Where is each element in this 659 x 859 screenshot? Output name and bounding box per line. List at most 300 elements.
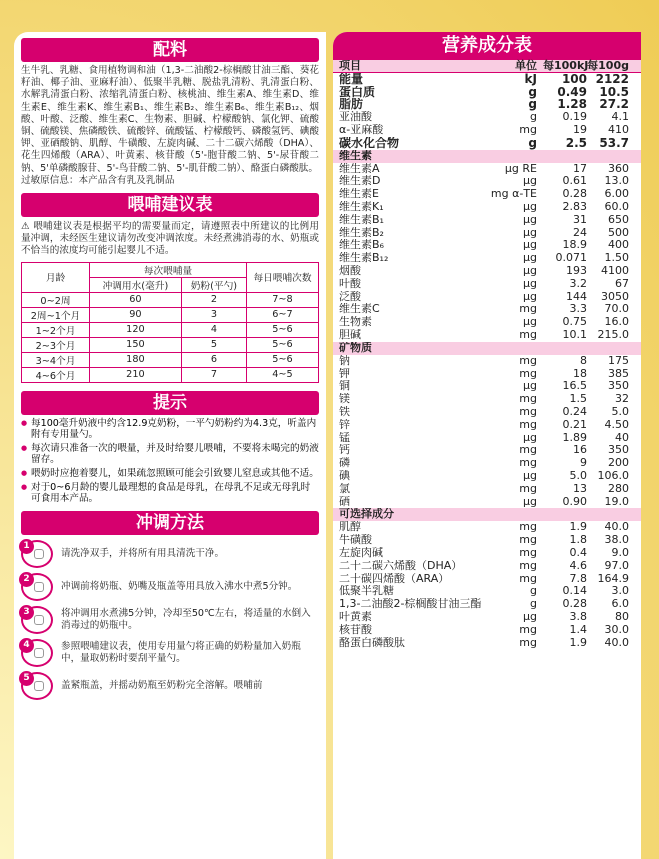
nutrient-per-kj: 0.24 [562, 404, 587, 418]
nutrient-per-g: 80 [615, 609, 629, 623]
nutrient-per-g: 6.0 [611, 597, 629, 611]
nutrient-name: 氯 [339, 482, 350, 495]
nutrient-per-g: 5.0 [611, 404, 629, 418]
nutrition-row [333, 137, 641, 150]
header-item: 项目 [339, 60, 361, 72]
nutrient-name: 矿物质 [339, 341, 372, 354]
nutrition-row [333, 470, 641, 483]
step-icon [21, 606, 53, 634]
nutrient-per-g: 40 [615, 430, 629, 444]
nutrient-name: 烟酸 [339, 265, 361, 277]
feeding-table [21, 262, 319, 383]
nutrient-name: 钾 [339, 367, 350, 380]
nutrient-per-g: 385 [608, 366, 629, 380]
nutrient-unit: mg [519, 456, 537, 470]
feeding-row [22, 337, 319, 352]
nutrition-row [333, 111, 641, 124]
nutrient-per-g: 4100 [601, 264, 629, 277]
nutrient-name: 锌 [339, 418, 350, 431]
col-powder: 奶粉(平勺) [181, 277, 246, 292]
feeding-cell-powder: 5 [181, 337, 246, 352]
nutrient-name: 维生素B₁₂ [339, 252, 389, 265]
nutrient-per-kj: 0.21 [562, 417, 587, 431]
feeding-cell-times: 4~5 [247, 367, 319, 382]
step-illustration-icon [34, 615, 44, 625]
nutrition-row [333, 406, 641, 419]
feeding-cell-times: 7~8 [247, 292, 319, 307]
nutrient-name: 磷 [339, 457, 350, 470]
nutrient-per-kj: 2.5 [565, 135, 587, 150]
nutrition-row [333, 585, 641, 598]
nutrient-name: 维生素B₆ [339, 239, 384, 252]
nutrient-name: 钠 [339, 354, 350, 367]
nutrition-row [333, 163, 641, 176]
feeding-row [22, 322, 319, 337]
nutrient-unit: μg [523, 379, 537, 393]
feeding-cell-water: 90 [90, 307, 182, 322]
nutrient-unit: mg [519, 571, 537, 585]
nutrient-per-g: 19.0 [604, 494, 629, 508]
tips-title: 提示 [21, 391, 319, 415]
nutrition-section-header [333, 150, 641, 163]
nutrient-per-kj [543, 342, 587, 355]
nutrient-per-kj: 1.4 [569, 622, 587, 636]
nutrient-per-g: 4.50 [604, 417, 629, 431]
step-text: 冲调前将奶瓶、奶嘴及瓶盖等用具放入沸水中煮5分钟。 [61, 581, 298, 592]
nutrition-row [333, 355, 641, 368]
nutrition-row [333, 624, 641, 637]
nutrient-unit: mg [519, 353, 537, 367]
feeding-cell-powder: 2 [181, 292, 246, 307]
nutrient-per-g: 4.1 [611, 110, 629, 124]
nutrient-per-g: 350 [608, 443, 629, 457]
nutrient-unit: μg [523, 251, 537, 265]
nutrient-per-kj: 1.9 [569, 635, 587, 649]
nutrient-unit: mg [519, 558, 537, 572]
nutrient-unit: μg [523, 609, 537, 623]
nutrition-row [333, 278, 641, 291]
nutrition-row [333, 432, 641, 445]
nutrient-name: 生物素 [339, 316, 372, 329]
nutrient-per-kj: 0.90 [562, 494, 587, 508]
step-number: 2 [19, 572, 34, 587]
nutrition-row [333, 611, 641, 624]
nutrition-row [333, 265, 641, 278]
nutrient-per-g: 106.0 [597, 469, 629, 482]
nutrition-row [333, 86, 641, 99]
nutrient-per-g: 30.0 [604, 622, 629, 636]
nutrient-per-kj: 17 [573, 161, 587, 175]
nutrient-per-kj: 0.49 [557, 84, 587, 99]
nutrient-per-kj: 0.14 [562, 584, 587, 598]
prep-step [21, 672, 319, 700]
step-text: 请洗净双手，并将所有用具清洗干净。 [61, 548, 225, 559]
nutrient-name: 肌醇 [339, 521, 361, 534]
nutrient-per-kj: 193 [566, 264, 587, 277]
nutrient-per-kj: 13 [573, 481, 587, 495]
nutrition-row [333, 419, 641, 432]
nutrient-unit: mg [519, 443, 537, 457]
nutrient-unit: μg [523, 276, 537, 290]
nutrition-row [333, 124, 641, 137]
nutrition-row [333, 598, 641, 611]
nutrient-per-g: 10.5 [599, 84, 629, 99]
nutrient-per-g: 3.0 [611, 584, 629, 598]
nutrition-title: 营养成分表 [333, 32, 641, 60]
nutrient-unit: mg [519, 392, 537, 406]
prep-step [21, 540, 319, 568]
nutrient-per-kj: 10.1 [562, 328, 587, 342]
nutrient-unit: g [528, 97, 537, 112]
nutrient-unit [483, 342, 543, 355]
feeding-cell-powder: 4 [181, 322, 246, 337]
nutrition-row [333, 252, 641, 265]
tips-list [21, 418, 319, 505]
feeding-cell-times: 6~7 [247, 307, 319, 322]
feeding-cell-powder: 3 [181, 307, 246, 322]
feeding-row [22, 367, 319, 382]
feeding-cell-water: 60 [90, 292, 182, 307]
nutrition-row [333, 573, 641, 586]
nutrition-row [333, 291, 641, 304]
nutrient-per-g: 1.50 [604, 251, 629, 265]
nutrient-per-kj: 18 [573, 366, 587, 380]
nutrient-unit: μg [523, 225, 537, 239]
nutrient-unit: μg [523, 238, 537, 252]
feeding-row [22, 307, 319, 322]
nutrient-per-kj: 144 [566, 289, 587, 303]
nutrient-name: 二十碳四烯酸（ARA） [339, 572, 450, 585]
nutrient-per-kj: 1.28 [557, 97, 587, 112]
nutrient-unit: μg [523, 289, 537, 303]
feeding-cell-age: 4~6个月 [22, 367, 90, 382]
nutrient-per-kj: 0.28 [562, 597, 587, 611]
feeding-cell-age: 2周~1个月 [22, 307, 90, 322]
nutrient-unit: μg [523, 469, 537, 482]
step-number: 4 [19, 638, 34, 653]
col-water: 冲调用水(毫升) [90, 277, 182, 292]
nutrient-unit [483, 150, 543, 163]
step-illustration-icon [34, 549, 44, 559]
nutrient-unit: mg [519, 302, 537, 316]
nutrient-name: 二十二碳六烯酸（DHA） [339, 559, 463, 572]
nutrition-row [333, 214, 641, 227]
nutrient-unit: μg [523, 315, 537, 329]
ingredients-text: 生牛乳、乳糖、食用植物调和油（1,3-二油酸2-棕榈酸甘油三酯、葵花籽油、椰子油、亚麻籽油）、低聚半乳糖、脱盐乳清粉、乳清蛋白粉、水解乳清蛋白粉、浓缩乳清蛋白粉、核桃油、维生素A、维生素D、维生素E、维生素K、维生素B₁、维生素B₂、维生素B₆、维生素B₁₂、烟酸、叶酸、泛酸、维生素C、生物素、胆碱、柠檬酸钠、氯化钾、硫酸铜、硫酸镁、焦磷酸铁、硫酸锌、硫酸锰、柠檬酸钙、磷酸氢钙、碘酸钾、亚硒酸钠、肌醇、牛磺酸、左旋肉碱、二十二碳六烯酸（DHA）、花生四烯酸（ARA）、叶黄素、核苷酸（5'-胞苷酸二钠、5'-尿苷酸二钠、5'单磷酸腺苷、5'-鸟苷酸二钠、5'-肌苷酸二钠）、酪蛋白磷酸肽。 [21, 65, 319, 174]
nutrient-per-g: 3050 [601, 289, 629, 303]
nutrient-unit: g [530, 597, 537, 611]
nutrient-per-kj: 3.2 [569, 276, 587, 290]
nutrient-name: 锰 [339, 431, 350, 444]
nutrient-per-g: 67 [615, 276, 629, 290]
nutrition-row [333, 534, 641, 547]
nutrient-name: 蛋白质 [339, 85, 376, 99]
nutrient-per-g: 40.0 [604, 635, 629, 649]
nutrition-section-header [333, 342, 641, 355]
nutrient-name: 碳水化合物 [339, 136, 400, 150]
prep-steps [21, 540, 319, 700]
nutrition-row [333, 316, 641, 329]
nutrient-name: 泛酸 [339, 290, 361, 303]
nutrient-name: 维生素B₂ [339, 226, 384, 239]
nutrient-per-kj: 0.19 [562, 110, 587, 124]
step-text: 将冲调用水煮沸5分钟，冷却至50℃左右，将适量的水倒入消毒过的奶瓶中。 [61, 608, 311, 631]
nutrient-per-kj: 0.61 [562, 174, 587, 188]
nutrient-per-g: 350 [608, 379, 629, 393]
nutrient-per-g: 97.0 [604, 558, 629, 572]
left-panel [14, 32, 326, 859]
nutrient-per-g: 215.0 [597, 328, 629, 342]
feeding-cell-age: 3~4个月 [22, 352, 90, 367]
col-times: 每日喂哺次数 [247, 262, 319, 292]
nutrient-per-g [587, 342, 635, 355]
nutrient-name: 维生素D [339, 175, 381, 188]
nutrient-name: 维生素K₁ [339, 200, 384, 213]
nutrient-unit: kJ [524, 71, 537, 86]
nutrition-row [333, 227, 641, 240]
nutrient-unit: mg [519, 404, 537, 418]
nutrition-row [333, 637, 641, 650]
nutrition-row [333, 444, 641, 457]
nutrient-unit: mg [519, 123, 537, 137]
tip-item: ● 对于0~6月龄的婴儿最理想的食品是母乳，在母乳不足或无母乳时可食用本产品。 [21, 482, 319, 505]
nutrient-per-g: 2122 [595, 71, 629, 86]
nutrition-row [333, 483, 641, 496]
nutrient-per-kj: 2.83 [562, 199, 587, 213]
nutrient-per-g: 27.2 [599, 97, 629, 112]
nutrition-row [333, 175, 641, 188]
nutrient-per-kj: 19 [573, 123, 587, 137]
nutrient-name: 维生素A [339, 162, 380, 175]
nutrient-unit: mg [519, 635, 537, 649]
nutrition-row [333, 560, 641, 573]
nutrient-per-kj: 9 [580, 456, 587, 470]
step-illustration-icon [34, 582, 44, 592]
feeding-cell-times: 5~6 [247, 352, 319, 367]
step-icon [21, 672, 53, 700]
nutrition-row [333, 188, 641, 201]
nutrient-per-g: 164.9 [597, 571, 629, 585]
nutrient-per-g: 280 [608, 481, 629, 495]
nutrient-unit: μg [523, 174, 537, 188]
feeding-cell-age: 1~2个月 [22, 322, 90, 337]
nutrient-per-kj: 1.9 [569, 520, 587, 534]
col-age: 月龄 [22, 262, 90, 292]
nutrient-per-kj: 0.28 [562, 187, 587, 201]
nutrient-per-kj: 100 [561, 71, 587, 86]
nutrient-name: 钙 [339, 444, 350, 457]
nutrient-name: 酪蛋白磷酸肽 [339, 636, 405, 649]
nutrition-rows [333, 73, 641, 650]
feeding-cell-water: 120 [90, 322, 182, 337]
nutrient-name: 铜 [339, 380, 350, 393]
nutrient-unit: mg α-TE [490, 187, 537, 201]
nutrient-per-kj: 1.5 [569, 392, 587, 406]
nutrient-unit: g [528, 84, 537, 99]
nutrient-name: 硒 [339, 495, 350, 508]
nutrient-per-kj: 16 [573, 443, 587, 457]
nutrient-unit: mg [519, 520, 537, 534]
nutrient-name: 叶酸 [339, 277, 361, 290]
nutrient-unit: μg [523, 212, 537, 226]
nutrition-row [333, 393, 641, 406]
feeding-cell-age: 0~2周 [22, 292, 90, 307]
step-illustration-icon [34, 648, 44, 658]
nutrition-row [333, 380, 641, 393]
nutrition-row [333, 368, 641, 381]
nutrient-per-kj: 1.8 [569, 533, 587, 547]
step-icon [21, 540, 53, 568]
right-panel [333, 32, 641, 859]
nutrient-unit: mg [519, 622, 537, 636]
nutrient-per-g: 16.0 [604, 315, 629, 329]
header-unit: 单位 [515, 59, 537, 72]
nutrient-name: 牛磺酸 [339, 534, 372, 547]
allergen-text: 过敏原信息：本产品含有乳及乳制品 [21, 174, 175, 186]
feeding-cell-water: 210 [90, 367, 182, 382]
nutrient-name: 铁 [339, 405, 350, 418]
nutrient-per-kj: 16.5 [562, 379, 587, 393]
nutrient-unit: g [530, 110, 537, 124]
step-icon [21, 639, 53, 667]
nutrient-per-kj: 18.9 [562, 238, 587, 252]
nutrient-name: 低聚半乳糖 [339, 585, 394, 598]
nutrient-per-g: 6.00 [604, 187, 629, 201]
step-text: 参照喂哺建议表，使用专用量勺将正确的奶粉量加入奶瓶中，量取奶粉时要刮平量勺。 [61, 641, 301, 664]
feeding-title: 喂哺建议表 [21, 193, 319, 217]
nutrient-name: 维生素B₁ [339, 213, 384, 226]
nutrient-per-g: 650 [608, 212, 629, 226]
nutrient-per-kj: 3.8 [569, 609, 587, 623]
nutrient-name: 1,3-二油酸2-棕榈酸甘油三酯 [339, 598, 482, 611]
nutrition-row [333, 496, 641, 509]
nutrient-name: 核苷酸 [339, 623, 372, 636]
nutrient-per-g: 13.0 [604, 174, 629, 188]
nutrient-name: 维生素C [339, 303, 380, 316]
nutrient-name: 维生素 [339, 149, 372, 162]
tip-item: ● 每次请只准备一次的喂量，并及时给婴儿喂哺，不要将未喝完的奶液留存。 [21, 443, 319, 466]
header-per-g: 每100g [587, 59, 629, 72]
nutrition-row [333, 73, 641, 86]
tip-item: ● 喂奶时应抱着婴儿，如果疏忽照顾可能会引致婴儿窒息或其他不适。 [21, 468, 319, 480]
nutrient-unit: μg RE [504, 161, 537, 175]
nutrition-section-header [333, 508, 641, 521]
nutrient-per-kj: 31 [573, 212, 587, 226]
nutrient-per-g: 200 [608, 456, 629, 470]
nutrient-name: 叶黄素 [339, 610, 372, 623]
nutrient-per-g: 60.0 [604, 199, 629, 213]
tip-item: ● 每100毫升奶液中约含12.9克奶粉，一平勺奶粉约为4.3克，听盖内附有专用量勺。 [21, 418, 319, 441]
prep-step [21, 639, 319, 667]
nutrient-per-g: 53.7 [599, 135, 629, 150]
feeding-cell-powder: 7 [181, 367, 246, 382]
nutrition-row [333, 547, 641, 560]
nutrient-name: 镁 [339, 393, 350, 406]
step-number: 5 [19, 671, 34, 686]
nutrient-unit: mg [519, 533, 537, 547]
ingredients-title: 配料 [21, 38, 319, 62]
nutrient-unit: μg [523, 199, 537, 213]
step-number: 1 [19, 539, 34, 554]
nutrient-per-g: 500 [608, 225, 629, 239]
nutrient-name: 碘 [339, 470, 350, 482]
nutrient-name: 亚油酸 [339, 111, 372, 124]
feeding-cell-times: 5~6 [247, 322, 319, 337]
nutrition-row [333, 457, 641, 470]
step-icon [21, 573, 53, 601]
nutrient-per-g: 360 [608, 161, 629, 175]
nutrient-per-g: 70.0 [604, 302, 629, 316]
feeding-warning: ⚠ 喂哺建议表是根据平均的需要量而定，请遵照表中所建议的比例用量冲调，未经医生建议请勿改变冲调浓度。未经煮沸消毒的水、奶瓶或不恰当的浓度均可能引起婴儿不适。 [21, 221, 319, 257]
feeding-cell-times: 5~6 [247, 337, 319, 352]
nutrient-per-kj: 24 [573, 225, 587, 239]
nutrient-unit: mg [519, 417, 537, 431]
nutrient-name: α-亚麻酸 [339, 124, 384, 137]
nutrient-per-kj: 8 [580, 353, 587, 367]
nutrition-row [333, 98, 641, 111]
nutrition-row [333, 329, 641, 342]
nutrient-per-g: 175 [608, 353, 629, 367]
nutrient-per-kj: 4.6 [569, 558, 587, 572]
nutrient-name: 维生素E [339, 188, 379, 201]
step-text: 盖紧瓶盖，并摇动奶瓶至奶粉完全溶解。喂哺前 [61, 680, 263, 691]
feeding-cell-age: 2~3个月 [22, 337, 90, 352]
nutrient-per-g: 38.0 [604, 533, 629, 547]
nutrient-unit: mg [519, 481, 537, 495]
nutrient-name: 胆碱 [339, 329, 361, 342]
nutrient-unit: μg [523, 494, 537, 508]
nutrient-unit: mg [519, 545, 537, 559]
prep-step [21, 606, 319, 634]
nutrient-name: 可选择成分 [339, 508, 394, 521]
nutrient-name: 左旋肉碱 [339, 546, 383, 559]
nutrient-unit: μg [523, 264, 537, 277]
nutrient-per-kj: 0.4 [569, 545, 587, 559]
nutrient-per-g: 400 [608, 238, 629, 252]
nutrient-unit: μg [523, 430, 537, 444]
nutrient-per-g [587, 150, 635, 163]
nutrient-per-g: 9.0 [611, 545, 629, 559]
nutrient-per-kj: 1.89 [562, 430, 587, 444]
nutrient-unit: g [528, 135, 537, 150]
nutrient-per-g: 410 [608, 123, 629, 137]
feeding-cell-water: 150 [90, 337, 182, 352]
nutrient-name: 能量 [339, 72, 364, 86]
nutrient-per-kj [543, 150, 587, 163]
nutrient-per-kj: 7.8 [569, 571, 587, 585]
nutrition-row [333, 239, 641, 252]
step-illustration-icon [34, 681, 44, 691]
nutrient-per-g: 40.0 [604, 520, 629, 534]
nutrient-unit: mg [519, 328, 537, 342]
header-per-kj: 每100kJ [543, 59, 589, 72]
nutrient-per-kj: 5.0 [569, 469, 587, 482]
prep-step [21, 573, 319, 601]
nutrition-row [333, 303, 641, 316]
nutrient-per-kj: 0.071 [555, 251, 587, 265]
feeding-cell-water: 180 [90, 352, 182, 367]
nutrient-unit: g [530, 584, 537, 598]
nutrient-name: 脂肪 [339, 98, 364, 112]
prep-title: 冲调方法 [21, 511, 319, 535]
col-per-feed: 每次喂哺量 [90, 262, 247, 277]
feeding-cell-powder: 6 [181, 352, 246, 367]
nutrient-per-g: 32 [615, 392, 629, 406]
nutrition-header [333, 60, 641, 73]
nutrient-per-kj: 3.3 [569, 302, 587, 316]
feeding-row [22, 292, 319, 307]
nutrition-row [333, 201, 641, 214]
